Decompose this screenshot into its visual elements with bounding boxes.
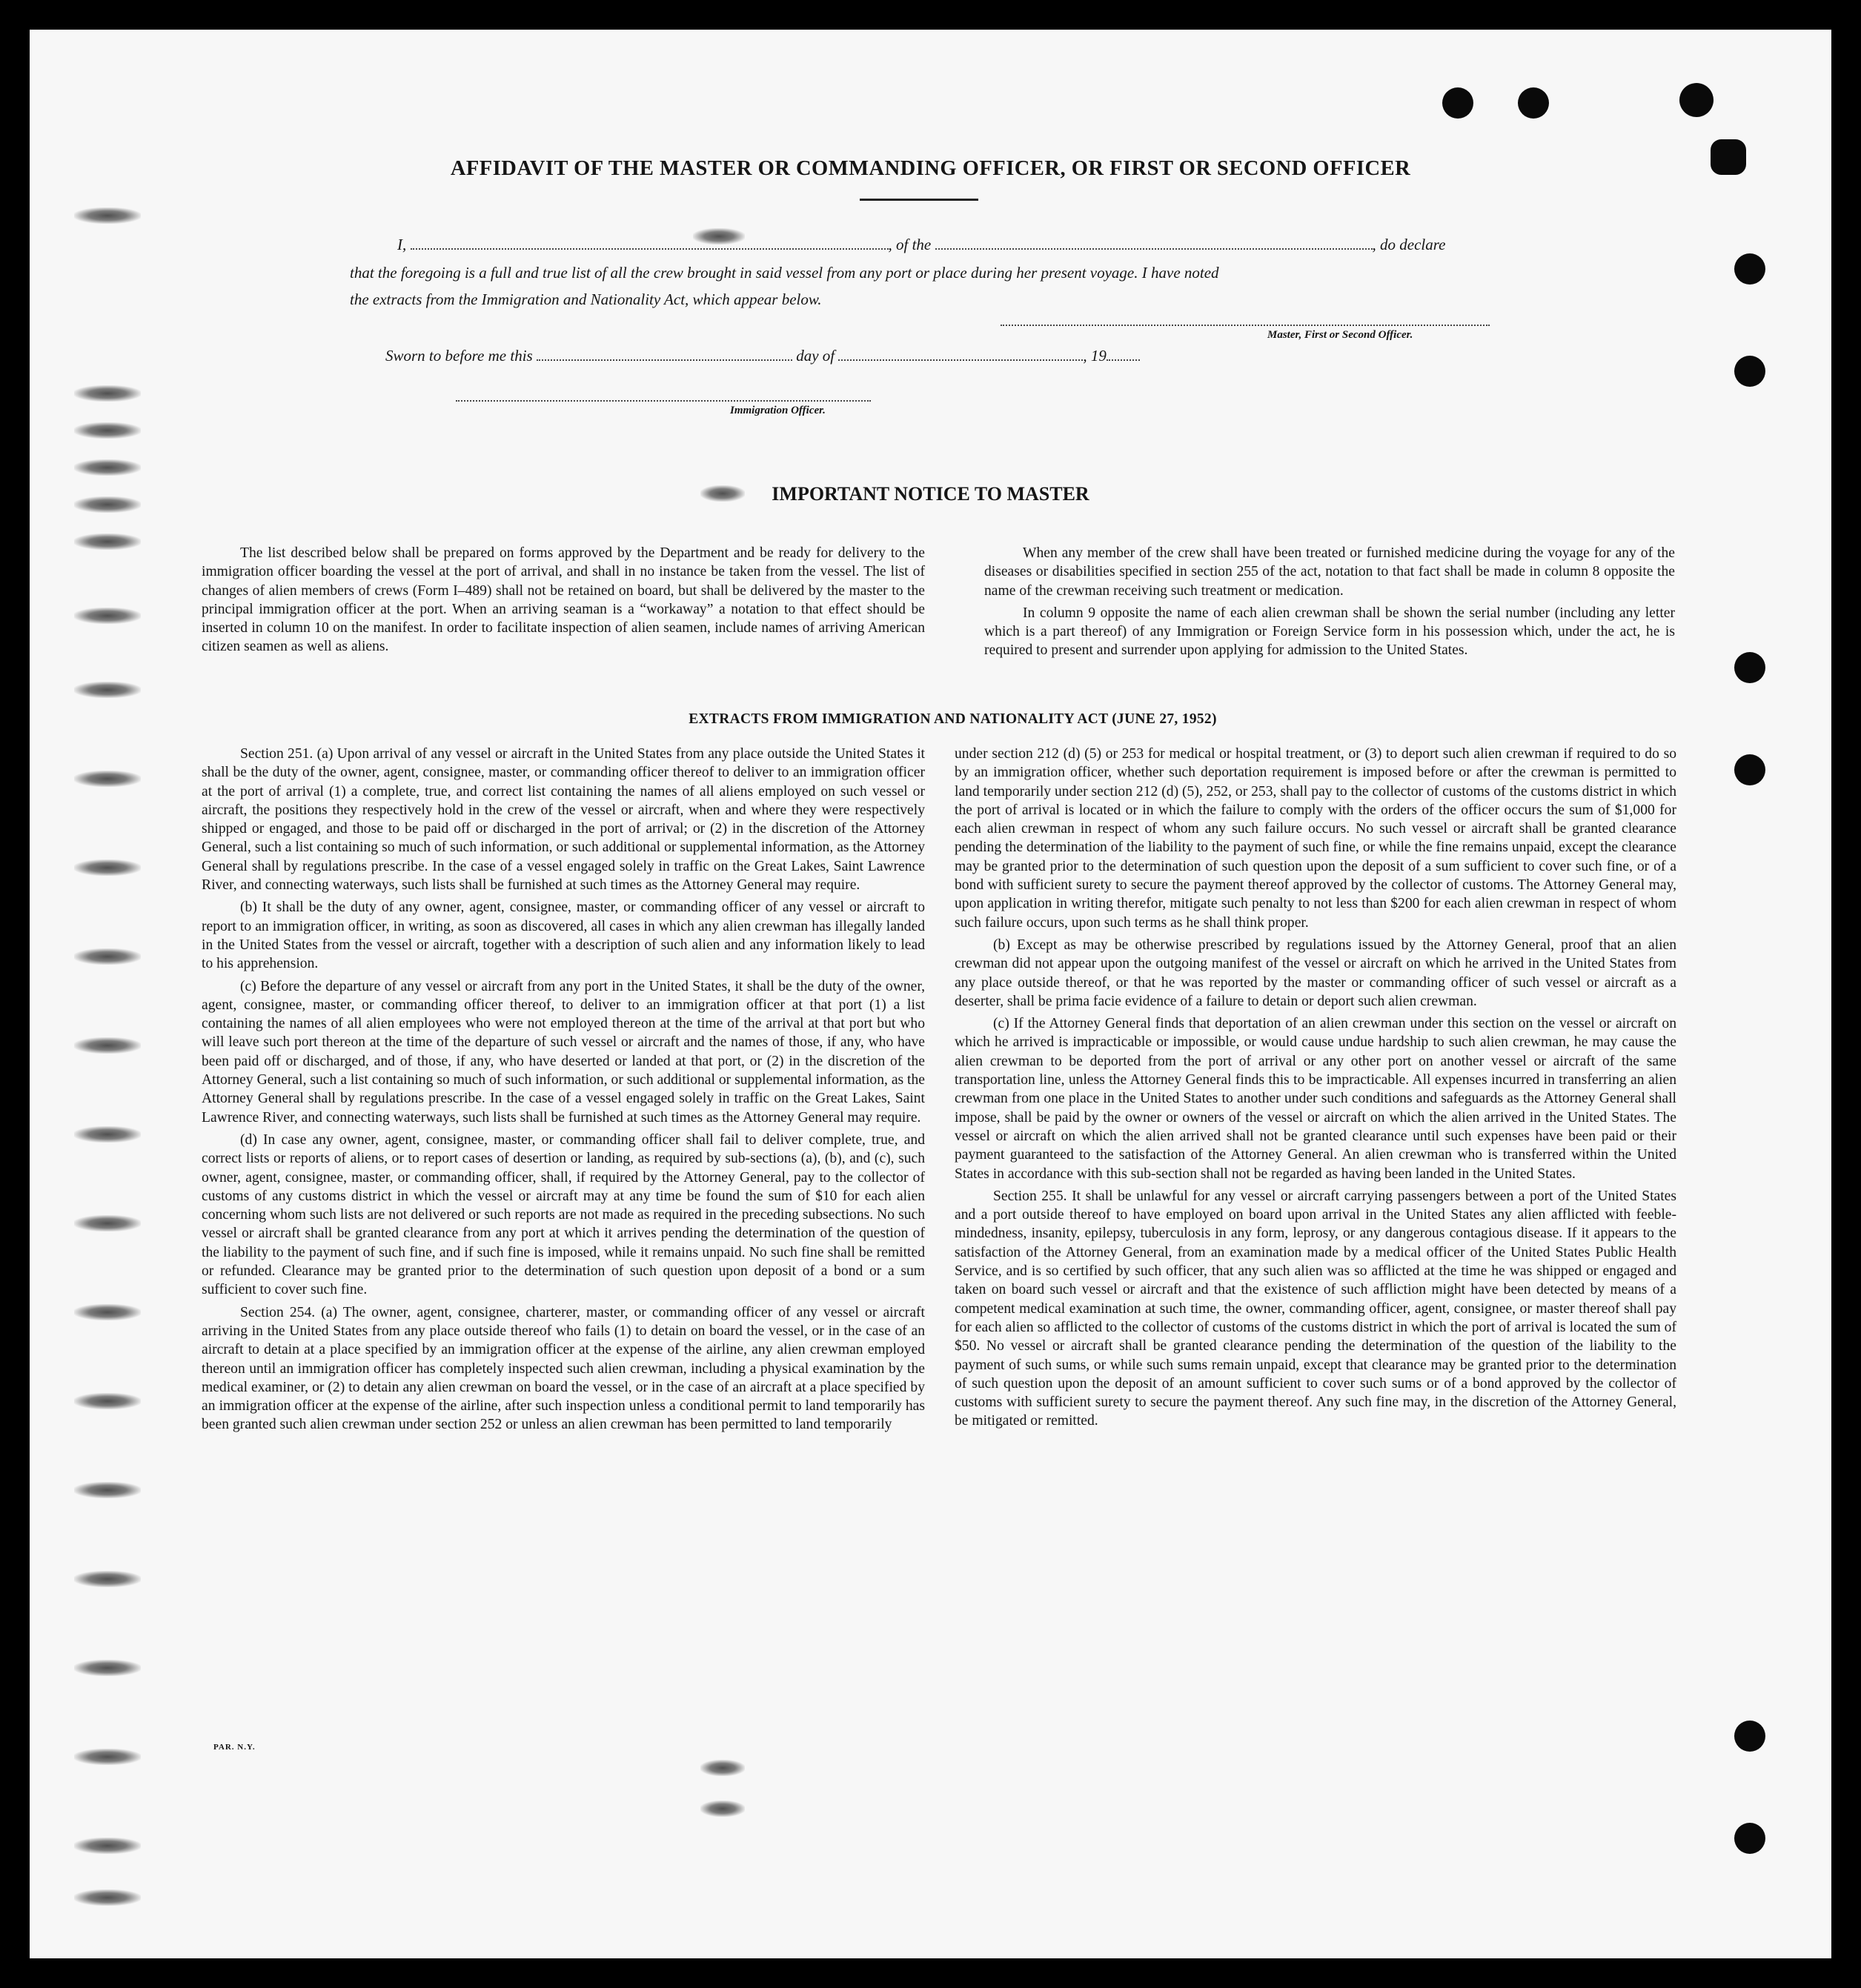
sworn-year-field[interactable] xyxy=(1107,359,1140,361)
bleed-through-mark xyxy=(74,860,141,876)
document-page xyxy=(30,30,1831,1958)
declarant-label: I, xyxy=(397,236,407,253)
bleed-through-mark xyxy=(74,948,141,965)
bleed-through-mark xyxy=(74,1571,141,1587)
sworn-month-field[interactable] xyxy=(838,359,1083,361)
bleed-through-mark xyxy=(74,771,141,787)
notice-heading: IMPORTANT NOTICE TO MASTER xyxy=(772,483,1089,505)
year-label: , 19 xyxy=(1083,347,1107,365)
printer-mark: PAR. N.Y. xyxy=(213,1743,256,1752)
day-of-label: day of xyxy=(796,347,835,365)
bleed-through-mark xyxy=(74,1889,141,1906)
title-underline xyxy=(860,199,978,201)
bleed-through-mark xyxy=(74,422,141,439)
bleed-through-mark xyxy=(74,1660,141,1676)
officer-signature-line[interactable] xyxy=(456,400,871,402)
section-254-b: (b) Except as may be otherwise prescribed by regulations issued by the Attorney General, proof that an alien crewman did not appear upon the outgoing manifest of the vessel or aircraft on which he arrived in the United States from any place outside thereof, or that he was reported by the master or commanding officer of such vessel or aircraft as a deserter, shall be prima facie evidence of a failure to detain or deport such alien crewman. xyxy=(955,937,1676,1009)
affidavit-title: AFFIDAVIT OF THE MASTER OR COMMANDING OFFICER, OR FIRST OR SECOND OFFICER xyxy=(450,157,1411,180)
bleed-through-mark xyxy=(74,1037,141,1054)
bleed-through-mark xyxy=(74,1126,141,1143)
punch-hole xyxy=(1679,83,1714,117)
bleed-through-mark xyxy=(700,485,745,502)
bleed-through-mark xyxy=(74,1393,141,1409)
notice-right-column xyxy=(984,544,1675,664)
bleed-through-mark xyxy=(74,608,141,624)
punch-hole xyxy=(1518,87,1549,119)
section-251-c: (c) Before the departure of any vessel or aircraft from any port in the United States, it shall be the duty of the owner, agent, consignee, master, or commanding officer thereof, to deliver to an immigration officer at that port (1) a list containing the names of all alien employees who were not employed thereon at the time of the arrival at that port but who will leave such port thereon at the time of the departure of such vessel or aircraft and the names of those, if any, who have been paid off or discharged, and of those, if any, who have deserted or landed at that port, or (2) in the discretion of the Attorney General, such a list containing so much of such information, or such additional or supplemental information, as the Attorney General shall by regulations prescribe. In the case of a vessel engaged solely in traffic on the Great Lakes, Saint Lawrence River, and connecting waterways, such lists shall be furnished at such times as the Attorney General may require. xyxy=(202,978,925,1126)
punch-hole xyxy=(1734,1721,1765,1752)
punch-hole xyxy=(1734,652,1765,683)
declarant-name-field[interactable] xyxy=(411,248,889,250)
sworn-line xyxy=(385,347,1140,365)
punch-hole xyxy=(1734,1823,1765,1854)
bleed-through-mark xyxy=(693,228,745,245)
section-254-c: (c) If the Attorney General finds that deportation of an alien crewman under this section on the vessel or aircraft on which he arrived is impracticable or impossible, or would cause undue hardship to such alien crewman, he may cause the alien crewman to be deported from the port of arrival or any other port on another vessel or aircraft of the same transportation line, unless the Attorney General finds this to be impracticable. All expenses incurred in transferring an alien crewman from one place in the United States to another under such conditions and safeguards as the Attorney General shall impose, shall be paid by the owner or owners of the vessel or aircraft on which the alien arrived in the United States. The vessel or aircraft on which the alien arrived shall not be granted clearance until such expenses have been paid or their payment guaranteed to the satisfaction of the Attorney General. An alien crewman who is transferred within the United States in accordance with this sub-section shall not be regarded as having been landed in the United States. xyxy=(955,1016,1676,1182)
punch-hole xyxy=(1734,253,1765,285)
notice-left-column xyxy=(202,544,925,660)
of-the-label: , of the xyxy=(888,236,932,253)
bleed-through-mark xyxy=(74,533,141,550)
bleed-through-mark xyxy=(700,1760,745,1776)
bleed-through-mark xyxy=(700,1801,745,1817)
section-254-a: Section 254. (a) The owner, agent, consignee, charterer, master, or commanding officer of any vessel or aircraft arriving in the United States from any place outside thereof who fails (1) to detain on board the vessel, or in the case of an aircraft to detain at a place specified by an immigration officer at the expense of the airline, any alien crewman employed thereon until an immigration officer has completely inspected such alien crewman, including a physical examination by the medical examiner, or (2) to detain any alien crewman on board the vessel, or in the case of an aircraft at a place specified by an immigration officer at the expense of the airline, after such inspection unless a conditional permit to land temporarily has been granted such alien crewman under section 252 or unless an alien crewman has been permitted to land temporarily xyxy=(202,1304,925,1433)
notice-paragraph: In column 9 opposite the name of each alien crewman shall be shown the serial number (including any letter which is a part thereof) of any Immigration or Foreign Service form in his possession which, under the act, he is required to present and surrender upon applying for admission to the United States. xyxy=(984,605,1675,659)
punch-hole xyxy=(1442,87,1473,119)
bleed-through-mark xyxy=(74,682,141,698)
bleed-through-mark xyxy=(74,1482,141,1498)
extracts-right-column xyxy=(955,745,1676,1435)
affidavit-line-3: the extracts from the Immigration and Nationality Act, which appear below. xyxy=(350,290,822,308)
affidavit-line-1 xyxy=(397,236,1445,254)
extracts-left-column xyxy=(202,745,925,1438)
bleed-through-mark xyxy=(74,385,141,402)
sworn-day-field[interactable] xyxy=(537,359,792,361)
extracts-heading: EXTRACTS FROM IMMIGRATION AND NATIONALITY ACT (JUNE 27, 1952) xyxy=(689,711,1217,727)
punch-hole xyxy=(1734,356,1765,387)
bleed-through-mark xyxy=(74,1304,141,1320)
punch-hole xyxy=(1711,139,1746,175)
bleed-through-mark xyxy=(74,459,141,476)
section-251-d: (d) In case any owner, agent, consignee, master, or commanding officer shall fail to deliver complete, true, and correct lists or reports of aliens, or to report cases of desertion or landing, as required by sub-sections (a), (b), and (c), such owner, agent, consignee, master, or commanding officer, shall, if required by the Attorney General, pay to the collector of customs of any customs district in which the vessel or aircraft may at any time be found the sum of $10 for each alien concerning whom such lists are not delivered or such reports are not made as required in the preceding subsections. No such vessel or aircraft shall be granted clearance from any port at which it arrives pending the determination of the question of the liability to the payment of such fine, and if such fine is imposed, while it remains unpaid. No such fine shall be remitted or refunded. Clearance may be granted prior to the determination of such question upon deposit of a bond or a sum sufficient to cover such fine. xyxy=(202,1131,925,1298)
notice-paragraph: The list described below shall be prepared on forms approved by the Department and be ready for delivery to the immigration officer boarding the vessel at the port of arrival, and shall in no instance be taken from the vessel. The list of changes of alien members of crews (Form I–489) shall not be retained on board, but shall be delivered by the master to the principal immigration officer at the port. When an arriving seaman is a “workaway” a notation to that effect should be inserted in column 10 on the manifest. In order to facilitate inspection of alien seamen, include names of arriving American citizen seamen as well as aliens. xyxy=(202,545,925,655)
section-255: Section 255. It shall be unlawful for any vessel or aircraft carrying passengers between a port of the United States and a port outside thereof to have employed on board upon arrival in the United States any alien afflicted with feeble-mindedness, insanity, epilepsy, tuberculosis in any form, leprosy, or any dangerous contagious disease. If it appears to the satisfaction of the Attorney General, from an examination made by a medical officer of the United States Public Health Service, and is so certified by such officer, that any such alien was so afflicted at the time he was shipped or engaged and taken on board such vessel or aircraft and that the existence of such affliction might have been detected by means of a competent medical examination at such time, the owner, commanding officer, agent, consignee, or master thereof shall pay for each alien so afflicted to the collector of customs of the customs district in which the port of arrival is located the sum of $50. No vessel or aircraft shall be granted clearance pending the determination of the question of the liability to the payment of such sums, or while such sums remain unpaid, except that clearance may be granted prior to the determination of such question upon the deposit of an amount sufficient to cover such sums or of a bond approved by the collector of customs with sufficient surety to secure the payment thereof. Any such fine may, in the discretion of the Attorney General, be mitigated or remitted. xyxy=(955,1188,1676,1429)
bleed-through-mark xyxy=(74,496,141,513)
notice-paragraph: When any member of the crew shall have been treated or furnished medicine during the voyage for any of the diseases or disabilities specified in section 255 of the act, notation to that fact shall be made in column 8 opposite the name of the crewman receiving such treatment or medication. xyxy=(984,545,1675,599)
master-signature-line[interactable] xyxy=(1001,325,1490,326)
master-signature-caption: Master, First or Second Officer. xyxy=(1267,329,1413,341)
bleed-through-mark xyxy=(74,207,141,224)
sworn-prefix: Sworn to before me this xyxy=(385,347,533,365)
officer-signature-caption: Immigration Officer. xyxy=(730,405,826,416)
bleed-through-mark xyxy=(74,1838,141,1854)
bleed-through-mark xyxy=(74,1749,141,1765)
bleed-through-mark xyxy=(74,1215,141,1231)
section-251-b: (b) It shall be the duty of any owner, agent, consignee, master, or commanding officer of any vessel or aircraft to report to an immigration officer, in writing, as soon as discovered, all cases in which any alien crewman has illegally landed in the United States from the vessel or aircraft, together with a description of such alien and any information likely to lead to his apprehension. xyxy=(202,900,925,972)
do-declare-label: , do declare xyxy=(1372,236,1446,253)
section-254-a-continued: under section 212 (d) (5) or 253 for medical or hospital treatment, or (3) to deport such alien crewman if required to do so by an immigration officer, whether such deportation requirement is imposed before or after the crewman is permitted to land temporarily under section 212 (d) (5), 252, or 253, shall pay to the collector of customs of the customs district in which the port of arrival is located or in which the failure to comply with the orders of the officer occurs the sum of $1,000 for each alien crewman in respect of whom any such failure occurs. No such vessel or aircraft shall be granted clearance pending the determination of the liability to the payment of such fine, or while the fine remains unpaid, except the clearance may be granted prior to the determination of such question upon the deposit of a sum sufficient to cover such fine, or of a bond with sufficient surety to secure the payment thereof approved by the collector of customs. The Attorney General may, upon application in writing therefor, mitigate such penalty to not less than $200 for each alien crewman in respect of whom such failure occurs, upon such terms as he shall think proper. xyxy=(955,746,1676,931)
vessel-name-field[interactable] xyxy=(935,248,1373,250)
punch-hole xyxy=(1734,754,1765,785)
section-251-a: Section 251. (a) Upon arrival of any vessel or aircraft in the United States from any place outside the United States it shall be the duty of the owner, agent, consignee, master, or commanding officer thereof to deliver to an immigration officer at the port of arrival (1) a complete, true, and correct list containing the names of all aliens employed on such vessel or aircraft, the positions they respectively hold in the crew of the vessel or aircraft, when and where they were respectively shipped or engaged, and those to be paid off or discharged in the port of arrival; or (2) in the discretion of the Attorney General, such a list containing so much of such information, or such additional or supplemental information, as the Attorney General shall by regulations prescribe. In the case of a vessel engaged solely in traffic on the Great Lakes, Saint Lawrence River, and connecting waterways, such lists shall be furnished at such times as the Attorney General may require. xyxy=(202,746,925,894)
affidavit-line-2: that the foregoing is a full and true list of all the crew brought in said vessel from any port or place during her present voyage. I have noted xyxy=(350,264,1219,282)
